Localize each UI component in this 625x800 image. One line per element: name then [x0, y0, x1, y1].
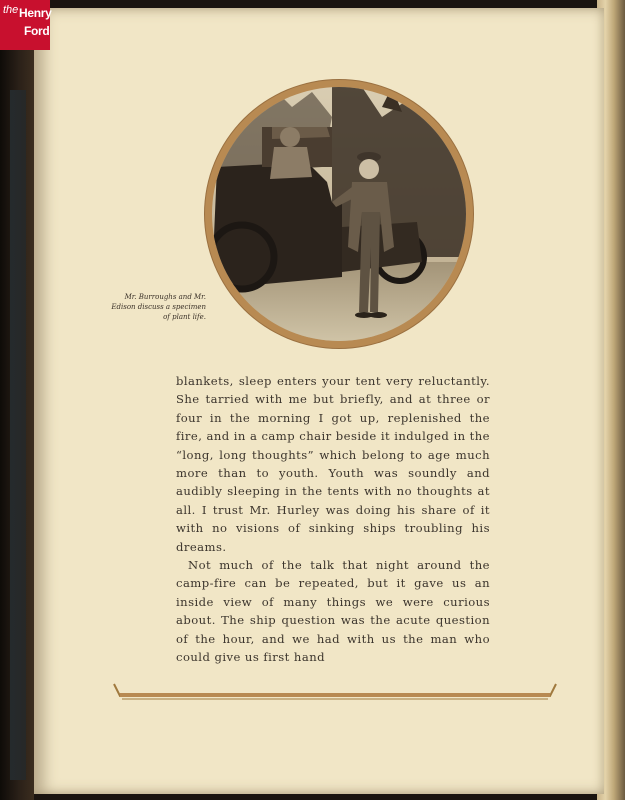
logo-the: the: [3, 4, 19, 16]
logo-henry: Henry: [19, 6, 52, 20]
paragraph-2: Not much of the talk that night around the camp-fire can be repeated, but it gave us an inside view of many things we were curious about. The ship question was the acute question of the hour, and we had with us the man who could give us first hand: [176, 558, 490, 665]
henry-ford-logo: [0, 0, 50, 50]
circular-photograph: [212, 87, 466, 341]
paragraph-1: blankets, sleep enters your tent very reluctantly. She tarried with me but briefly, and at three or four in the morning I got up, replenished the fire, and in a camp chair beside it indulged in the “long, long thoughts” which belong to age much more than to youth. Youth was soundly and audibly sleeping in the tents with no thoughts at all. I trust Mr. Hurley was doing his share of it with no visions of sinking ships troubling his dreams.: [176, 374, 490, 554]
logo-ford: Ford: [24, 24, 50, 38]
binding-strip: [10, 90, 26, 780]
decorative-rule: [112, 680, 558, 702]
photo-caption: Mr. Burroughs and Mr. Edison discuss a specimen of plant life.: [111, 293, 206, 321]
photo-image: [212, 87, 466, 341]
body-text: [176, 372, 490, 667]
book-binding: [0, 0, 34, 800]
